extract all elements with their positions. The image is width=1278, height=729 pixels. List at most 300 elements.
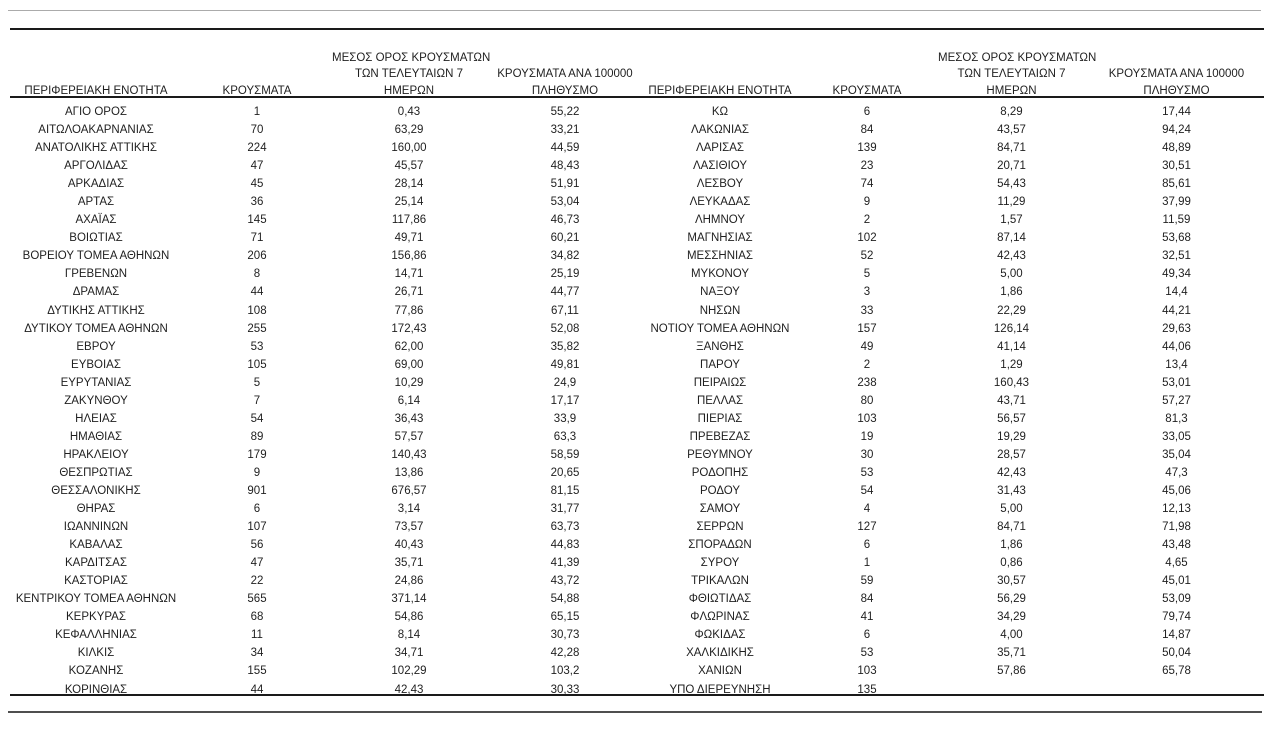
table-row xyxy=(644,626,1268,644)
cell-region: ΕΒΡΟΥ xyxy=(76,340,116,353)
table-row xyxy=(644,554,1268,572)
col-header-region-label: ΠΕΡΙΦΕΡΕΙΑΚΗ ΕΝΟΤΗΤΑ xyxy=(648,84,792,97)
table-row xyxy=(10,247,644,265)
col-header-avg7-line3: ΗΜΕΡΩΝ xyxy=(383,84,435,97)
cell-per100k: 14,87 xyxy=(1162,629,1191,642)
cell-avg7: 28,57 xyxy=(997,448,1026,461)
cell-per100k: 52,08 xyxy=(550,322,580,335)
cell-avg7: 102,29 xyxy=(391,665,427,678)
table-row xyxy=(644,157,1268,175)
cell-avg7: 41,14 xyxy=(997,340,1026,353)
cell-avg7: 117,86 xyxy=(391,214,427,227)
header-row xyxy=(644,30,1268,103)
cell-avg7: 25,14 xyxy=(394,196,424,209)
col-header-cases xyxy=(182,30,332,103)
cell-cases: 23 xyxy=(860,160,874,173)
cell-region: ΚΕΝΤΡΙΚΟΥ ΤΟΜΕΑ ΑΘΗΝΩΝ xyxy=(15,593,177,606)
cell-cases: 3 xyxy=(863,286,871,299)
cell-per100k: 25,19 xyxy=(550,268,580,281)
cell-cases: 44 xyxy=(250,683,264,696)
cell-region: ΛΕΥΚΑΔΑΣ xyxy=(689,196,751,209)
cell-avg7: 56,57 xyxy=(997,412,1026,425)
table-row xyxy=(644,103,1268,121)
table-row xyxy=(10,302,644,320)
cell-cases: 74 xyxy=(860,178,874,191)
cell-cases: 89 xyxy=(250,430,264,443)
cell-cases: 179 xyxy=(247,448,267,461)
table-row xyxy=(10,572,644,590)
cell-region: ΚΑΒΑΛΑΣ xyxy=(69,539,123,552)
cell-per100k: 33,05 xyxy=(1162,430,1191,443)
cell-cases: 127 xyxy=(857,521,877,534)
cell-avg7: 5,00 xyxy=(1000,268,1023,281)
table-row xyxy=(10,500,644,518)
cell-cases: 107 xyxy=(247,521,267,534)
cell-cases: 157 xyxy=(857,322,877,335)
cell-cases: 56 xyxy=(250,539,264,552)
cell-avg7: 49,71 xyxy=(394,232,424,245)
cell-per100k: 103,2 xyxy=(550,665,580,678)
cell-avg7: 57,57 xyxy=(394,430,424,443)
cell-cases: 565 xyxy=(247,593,267,606)
cell-per100k: 81,3 xyxy=(1165,412,1188,425)
cell-per100k: 65,78 xyxy=(1162,665,1191,678)
cell-per100k: 34,82 xyxy=(550,250,580,263)
top-light-divider xyxy=(8,10,1261,11)
cell-cases: 105 xyxy=(247,358,267,371)
cell-region: ΝΑΞΟΥ xyxy=(700,286,740,299)
cell-avg7: 156,86 xyxy=(391,250,427,263)
cell-region: ΒΟΙΩΤΙΑΣ xyxy=(69,232,123,245)
cell-per100k: 30,73 xyxy=(550,629,580,642)
cell-avg7: 28,14 xyxy=(394,178,424,191)
cell-region: ΠΕΙΡΑΙΩΣ xyxy=(693,376,747,389)
cell-region: ΦΛΩΡΙΝΑΣ xyxy=(690,611,750,624)
cell-region: ΛΑΡΙΣΑΣ xyxy=(695,142,745,155)
cell-per100k: 44,21 xyxy=(1162,304,1191,317)
table-row xyxy=(644,265,1268,283)
cell-region: ΠΕΛΛΑΣ xyxy=(696,394,744,407)
cell-cases: 68 xyxy=(250,611,264,624)
col-header-avg7-line1: ΜΕΣΟΣ ΟΡΟΣ ΚΡΟΥΣΜΑΤΩΝ xyxy=(332,51,491,64)
cell-cases: 6 xyxy=(863,539,871,552)
cell-region: ΚΟΖΑΝΗΣ xyxy=(68,665,124,678)
cell-cases: 139 xyxy=(857,142,877,155)
cell-avg7: 43,71 xyxy=(997,394,1026,407)
header-row xyxy=(10,30,644,103)
col-header-region xyxy=(10,30,182,103)
cell-per100k: 41,39 xyxy=(550,557,580,570)
cell-avg7: 371,14 xyxy=(391,593,427,606)
cell-per100k: 31,77 xyxy=(550,503,580,516)
table-row xyxy=(10,374,644,392)
cell-per100k: 53,04 xyxy=(550,196,580,209)
cell-region: ΑΙΤΩΛΟΑΚΑΡΝΑΝΙΑΣ xyxy=(38,124,154,137)
cell-region: ΒΟΡΕΙΟΥ ΤΟΜΕΑ ΑΘΗΝΩΝ xyxy=(22,250,170,263)
cell-avg7: 45,57 xyxy=(394,160,424,173)
table-row xyxy=(644,175,1268,193)
cell-region: ΣΕΡΡΩΝ xyxy=(696,521,744,534)
table-row xyxy=(644,500,1268,518)
cell-region: ΦΘΙΩΤΙΔΑΣ xyxy=(688,593,752,606)
cell-cases: 102 xyxy=(857,232,877,245)
col-header-per100k xyxy=(1085,30,1268,103)
cell-per100k: 4,65 xyxy=(1165,557,1188,570)
col-header-avg7 xyxy=(332,30,491,103)
cell-avg7: 13,86 xyxy=(394,466,424,479)
cell-avg7: 1,86 xyxy=(1000,286,1023,299)
cell-per100k: 47,3 xyxy=(1165,466,1188,479)
table-row xyxy=(10,662,644,680)
cell-per100k: 57,27 xyxy=(1162,394,1191,407)
cell-region: ΑΡΤΑΣ xyxy=(77,196,115,209)
cell-cases: 84 xyxy=(860,124,874,137)
cell-region: ΔΡΑΜΑΣ xyxy=(72,286,120,299)
cell-avg7: 8,29 xyxy=(1000,106,1023,118)
col-header-region-label: ΠΕΡΙΦΕΡΕΙΑΚΗ ΕΝΟΤΗΤΑ xyxy=(24,84,168,97)
cell-region: ΠΑΡΟΥ xyxy=(700,358,740,371)
cell-region: ΡΟΔΟΥ xyxy=(699,484,741,497)
cell-avg7: 31,43 xyxy=(997,484,1026,497)
col-header-avg7-line3: ΗΜΕΡΩΝ xyxy=(986,84,1037,97)
cell-avg7 xyxy=(938,681,1085,699)
cell-avg7: 11,29 xyxy=(997,196,1026,209)
table-row xyxy=(644,662,1268,680)
table-row xyxy=(644,302,1268,320)
cell-cases: 1 xyxy=(253,106,261,118)
cell-cases: 103 xyxy=(857,412,877,425)
cell-cases: 135 xyxy=(857,683,877,696)
cell-cases: 47 xyxy=(250,557,264,570)
table-row xyxy=(644,320,1268,338)
cell-region: ΣΑΜΟΥ xyxy=(699,503,741,516)
cell-region: ΠΡΕΒΕΖΑΣ xyxy=(689,430,751,443)
cell-per100k: 33,21 xyxy=(550,124,580,137)
cell-per100k: 65,15 xyxy=(550,611,580,624)
col-header-per100k-line1: ΚΡΟΥΣΜΑΤΑ ΑΝΑ 100000 xyxy=(1108,68,1245,80)
cell-per100k: 37,99 xyxy=(1162,196,1191,209)
cell-region: ΛΑΚΩΝΙΑΣ xyxy=(691,124,749,137)
cell-region: ΗΡΑΚΛΕΙΟΥ xyxy=(63,448,129,461)
cell-per100k: 53,09 xyxy=(1162,593,1191,606)
cell-avg7: 35,71 xyxy=(394,557,424,570)
cell-per100k: 71,98 xyxy=(1162,521,1191,534)
table-row xyxy=(10,139,644,157)
cell-region: ΜΑΓΝΗΣΙΑΣ xyxy=(687,232,753,245)
cell-per100k: 60,21 xyxy=(550,232,580,245)
table-row xyxy=(10,518,644,536)
cell-cases: 53 xyxy=(860,647,874,660)
table-row xyxy=(644,211,1268,229)
cell-avg7: 54,43 xyxy=(997,178,1026,191)
cell-cases: 45 xyxy=(250,178,264,191)
cell-per100k: 35,82 xyxy=(550,340,580,353)
cell-per100k: 49,34 xyxy=(1162,268,1191,281)
tbody-left xyxy=(10,103,644,699)
table-row xyxy=(10,211,644,229)
cell-cases: 11 xyxy=(251,629,263,642)
cell-avg7: 57,86 xyxy=(997,665,1026,678)
table-row xyxy=(10,157,644,175)
cell-region: ΧΑΛΚΙΔΙΚΗΣ xyxy=(686,647,754,660)
footer-divider xyxy=(8,711,1262,713)
cell-cases: 238 xyxy=(857,376,877,389)
table-row xyxy=(10,229,644,247)
cell-per100k: 51,91 xyxy=(550,178,580,191)
cell-region: ΘΗΡΑΣ xyxy=(76,503,116,516)
cell-cases: 53 xyxy=(860,466,874,479)
cell-cases: 34 xyxy=(250,647,264,660)
col-header-cases-label: ΚΡΟΥΣΜΑΤΑ xyxy=(222,84,292,97)
cell-per100k: 42,28 xyxy=(550,647,580,660)
cell-avg7: 4,00 xyxy=(1000,629,1023,642)
table-row xyxy=(10,608,644,626)
cell-region: ΣΥΡΟΥ xyxy=(700,557,740,570)
table-row xyxy=(644,193,1268,211)
cell-cases: 53 xyxy=(250,340,264,353)
table-row xyxy=(10,410,644,428)
cell-cases: 7 xyxy=(253,394,261,407)
cell-per100k: 44,77 xyxy=(550,286,580,299)
table-row xyxy=(644,572,1268,590)
cell-avg7: 676,57 xyxy=(391,484,427,497)
cell-per100k: 12,13 xyxy=(1162,503,1191,516)
cell-region: ΓΡΕΒΕΝΩΝ xyxy=(64,268,128,281)
col-header-per100k xyxy=(486,30,644,103)
cell-cases: 41 xyxy=(860,611,874,624)
cell-region: ΚΟΡΙΝΘΙΑΣ xyxy=(64,683,128,696)
table-row xyxy=(644,283,1268,301)
col-header-avg7 xyxy=(938,30,1097,103)
cell-cases: 54 xyxy=(250,412,264,425)
cell-per100k: 94,24 xyxy=(1162,124,1191,137)
cell-avg7: 140,43 xyxy=(391,448,427,461)
table-row xyxy=(10,554,644,572)
cell-cases: 155 xyxy=(247,665,267,678)
cell-region: ΠΙΕΡΙΑΣ xyxy=(697,412,743,425)
cell-cases: 2 xyxy=(863,214,871,227)
table-row xyxy=(10,626,644,644)
cell-avg7: 19,29 xyxy=(997,430,1026,443)
col-header-per100k-line2: ΠΛΗΘΥΣΜΟ xyxy=(531,84,599,97)
cell-avg7: 20,71 xyxy=(997,160,1026,173)
cell-cases: 9 xyxy=(253,466,261,479)
cell-region: ΑΡΓΟΛΙΔΑΣ xyxy=(64,160,128,173)
table-row xyxy=(10,392,644,410)
cell-avg7: 42,43 xyxy=(997,466,1026,479)
col-header-avg7-line1: ΜΕΣΟΣ ΟΡΟΣ ΚΡΟΥΣΜΑΤΩΝ xyxy=(938,51,1097,64)
table-row xyxy=(644,338,1268,356)
table-row xyxy=(10,464,644,482)
cell-cases: 108 xyxy=(247,304,267,317)
cell-avg7: 1,86 xyxy=(1000,539,1023,552)
cell-per100k: 50,04 xyxy=(1162,647,1191,660)
table-row xyxy=(644,608,1268,626)
cell-avg7: 42,43 xyxy=(394,683,424,696)
cell-cases: 6 xyxy=(863,106,871,118)
cell-avg7: 34,71 xyxy=(394,647,424,660)
cell-region: ΡΟΔΟΠΗΣ xyxy=(691,466,749,479)
cell-avg7: 77,86 xyxy=(394,304,424,317)
cell-per100k: 55,22 xyxy=(550,106,580,118)
cell-region: ΗΛΕΙΑΣ xyxy=(75,412,117,425)
table-row xyxy=(10,446,644,464)
cell-per100k: 45,06 xyxy=(1162,484,1191,497)
cell-avg7: 160,43 xyxy=(993,376,1030,389)
cell-per100k: 45,01 xyxy=(1162,575,1191,588)
cell-avg7: 3,14 xyxy=(397,503,421,516)
cell-per100k: 63,3 xyxy=(553,430,577,443)
cell-cases: 84 xyxy=(860,593,874,606)
cell-region: ΦΩΚΙΔΑΣ xyxy=(694,629,746,642)
cell-avg7: 84,71 xyxy=(997,142,1026,155)
table-row xyxy=(644,392,1268,410)
table-row xyxy=(10,590,644,608)
cell-region: ΡΕΘΥΜΝΟΥ xyxy=(687,448,753,461)
table-row xyxy=(644,518,1268,536)
cell-per100k: 11,59 xyxy=(1162,214,1191,227)
cell-per100k: 17,17 xyxy=(550,394,580,407)
cell-region: ΕΥΡΥΤΑΝΙΑΣ xyxy=(60,376,132,389)
cell-region: ΔΥΤΙΚΟΥ ΤΟΜΕΑ ΑΘΗΝΩΝ xyxy=(24,322,168,335)
cell-per100k: 63,73 xyxy=(550,521,580,534)
cell-avg7: 160,00 xyxy=(391,142,427,155)
tbody-right xyxy=(644,103,1268,699)
cell-avg7: 14,71 xyxy=(394,268,424,281)
cell-region: ΗΜΑΘΙΑΣ xyxy=(69,430,123,443)
table-row xyxy=(10,320,644,338)
cell-avg7: 10,29 xyxy=(394,376,424,389)
cell-cases: 19 xyxy=(860,430,874,443)
cell-cases: 49 xyxy=(860,340,874,353)
cell-per100k: 49,81 xyxy=(550,358,580,371)
cell-per100k: 58,59 xyxy=(550,448,580,461)
table-row xyxy=(10,644,644,662)
cell-per100k: 24,9 xyxy=(553,376,577,389)
cell-per100k: 46,73 xyxy=(550,214,580,227)
col-header-region xyxy=(644,30,796,103)
cell-avg7: 6,14 xyxy=(397,394,421,407)
cell-region: ΝΗΣΩΝ xyxy=(699,304,741,317)
table-row xyxy=(644,139,1268,157)
cell-cases: 52 xyxy=(860,250,874,263)
table-row xyxy=(644,644,1268,662)
cell-avg7: 30,57 xyxy=(997,575,1026,588)
cell-cases: 206 xyxy=(247,250,267,263)
cell-avg7: 22,29 xyxy=(997,304,1026,317)
cell-region: ΙΩΑΝΝΙΝΩΝ xyxy=(63,521,129,534)
table-row xyxy=(10,428,644,446)
cell-cases: 6 xyxy=(253,503,261,516)
cell-region: ΛΑΣΙΘΙΟΥ xyxy=(692,160,748,173)
cell-cases: 70 xyxy=(250,124,264,137)
cell-per100k: 30,51 xyxy=(1162,160,1191,173)
cell-avg7: 34,29 xyxy=(997,611,1026,624)
cell-per100k: 14,4 xyxy=(1165,286,1188,299)
cell-cases: 224 xyxy=(247,142,267,155)
table-row xyxy=(10,482,644,500)
cell-region: ΚΩ xyxy=(711,106,729,118)
cell-cases: 1 xyxy=(863,557,871,570)
cell-per100k: 44,83 xyxy=(550,539,580,552)
cell-avg7: 26,71 xyxy=(394,286,424,299)
cell-per100k: 81,15 xyxy=(550,484,580,497)
cell-region: ΛΗΜΝΟΥ xyxy=(694,214,746,227)
cell-per100k: 48,43 xyxy=(550,160,580,173)
col-header-avg7-line2: ΤΩΝ ΤΕΛΕΥΤΑΙΩΝ 7 xyxy=(957,68,1066,80)
cell-per100k: 30,33 xyxy=(550,683,580,696)
table-row xyxy=(644,410,1268,428)
cell-per100k: 35,04 xyxy=(1162,448,1191,461)
table-row xyxy=(644,374,1268,392)
cell-cases: 4 xyxy=(863,503,871,516)
cell-avg7: 35,71 xyxy=(997,647,1026,660)
col-header-per100k-line1: ΚΡΟΥΣΜΑΤΑ ΑΝΑ 100000 xyxy=(497,68,633,80)
table-row xyxy=(10,356,644,374)
cell-per100k: 43,72 xyxy=(550,575,580,588)
cell-avg7: 54,86 xyxy=(394,611,424,624)
cell-cases: 9 xyxy=(863,196,871,209)
cell-cases: 5 xyxy=(863,268,871,281)
col-header-cases-label: ΚΡΟΥΣΜΑΤΑ xyxy=(832,84,902,97)
cell-region: ΕΥΒΟΙΑΣ xyxy=(71,358,121,371)
cell-per100k: 44,06 xyxy=(1162,340,1191,353)
cell-region: ΥΠΟ ΔΙΕΡΕΥΝΗΣΗ xyxy=(669,683,771,696)
cell-region: ΑΧΑΪΑΣ xyxy=(75,214,117,227)
table-row xyxy=(644,247,1268,265)
cell-cases: 30 xyxy=(860,448,874,461)
cell-region: ΛΕΣΒΟΥ xyxy=(696,178,744,191)
cell-avg7: 42,43 xyxy=(997,250,1026,263)
cell-region: ΞΑΝΘΗΣ xyxy=(696,340,744,353)
cell-region: ΚΕΦΑΛΛΗΝΙΑΣ xyxy=(55,629,137,642)
table-row xyxy=(644,428,1268,446)
cell-cases: 80 xyxy=(860,394,874,407)
table-row xyxy=(10,193,644,211)
table-row xyxy=(644,681,1268,699)
table-row xyxy=(10,121,644,139)
cell-per100k: 33,9 xyxy=(553,412,577,425)
table-row xyxy=(644,446,1268,464)
cell-cases: 901 xyxy=(247,484,267,497)
table-row xyxy=(10,681,644,699)
cell-avg7: 5,00 xyxy=(1000,503,1023,516)
regional-cases-tables xyxy=(10,30,1268,699)
col-header-avg7-line2: ΤΩΝ ΤΕΛΕΥΤΑΙΩΝ 7 xyxy=(355,68,463,80)
cell-per100k: 32,51 xyxy=(1162,250,1191,263)
cell-avg7: 36,43 xyxy=(394,412,424,425)
cell-cases: 8 xyxy=(253,268,261,281)
cell-cases: 47 xyxy=(250,160,264,173)
cell-cases: 59 xyxy=(860,575,874,588)
table-row xyxy=(644,464,1268,482)
cell-cases: 2 xyxy=(863,358,871,371)
cell-avg7: 43,57 xyxy=(997,124,1026,137)
cell-region: ΚΕΡΚΥΡΑΣ xyxy=(66,611,126,624)
cell-avg7: 84,71 xyxy=(997,521,1026,534)
cell-region: ΜΕΣΣΗΝΙΑΣ xyxy=(686,250,754,263)
table-row xyxy=(10,265,644,283)
cell-avg7: 1,29 xyxy=(1000,358,1023,371)
cell-per100k: 53,68 xyxy=(1162,232,1191,245)
cell-region: ΔΥΤΙΚΗΣ ΑΤΤΙΚΗΣ xyxy=(47,304,145,317)
cell-region: ΑΓΙΟ ΟΡΟΣ xyxy=(64,106,127,118)
cell-per100k: 85,61 xyxy=(1162,178,1191,191)
cell-avg7: 1,57 xyxy=(1000,214,1023,227)
cell-region: ΘΕΣΠΡΩΤΙΑΣ xyxy=(59,466,133,479)
cell-cases: 22 xyxy=(250,575,264,588)
cell-cases: 255 xyxy=(247,322,267,335)
